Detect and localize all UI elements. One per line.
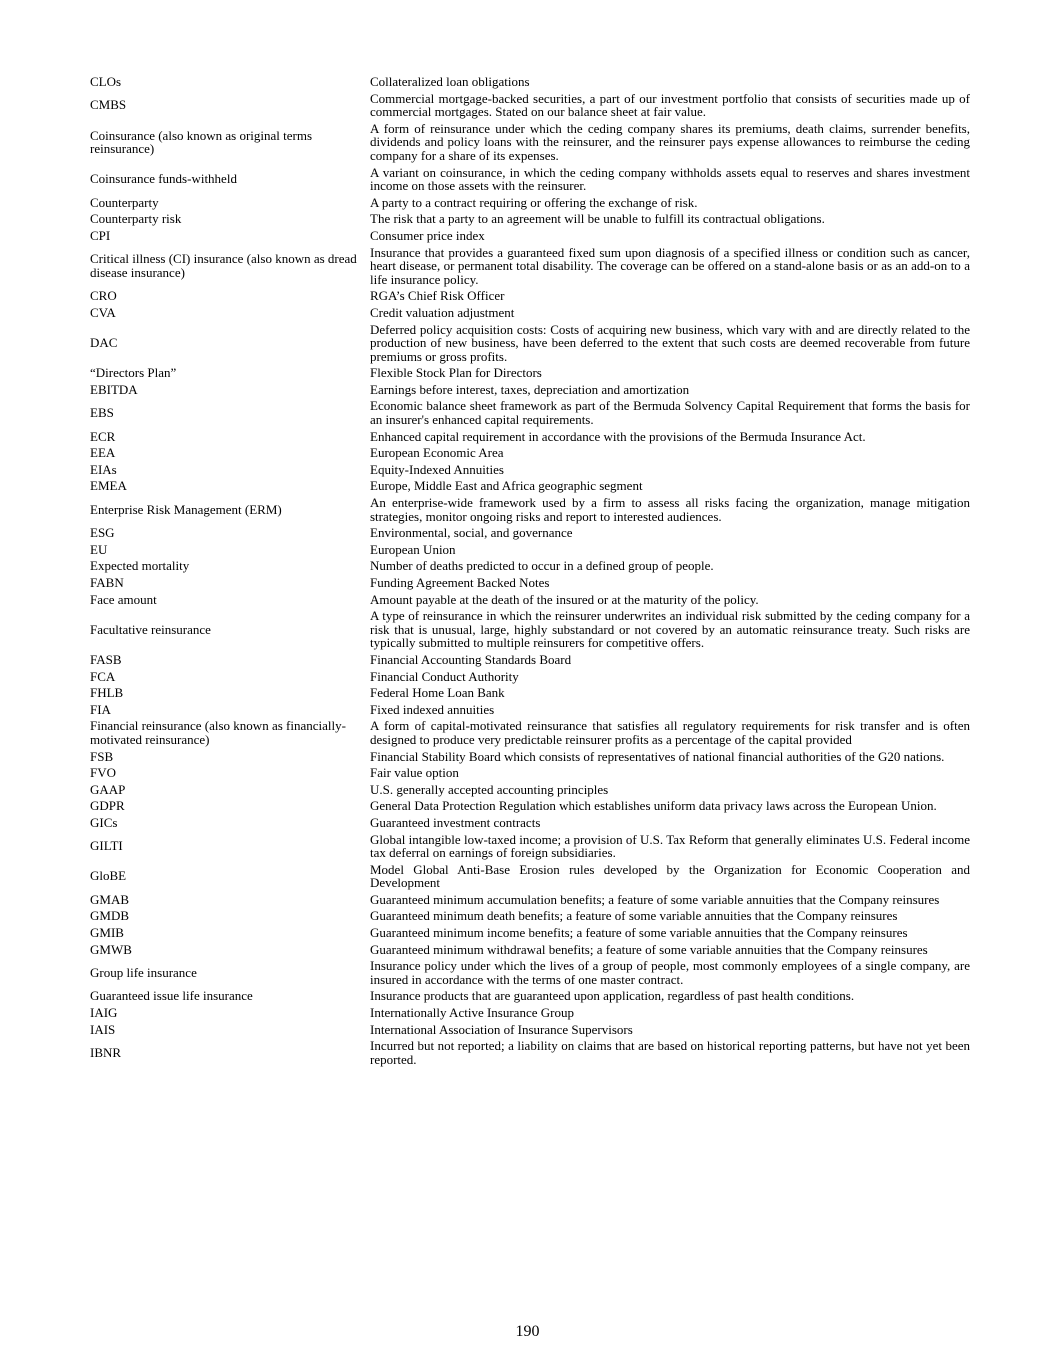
glossary-row	[90, 782, 970, 799]
glossary-row	[90, 365, 970, 382]
glossary-definition: Collateralized loan obligations	[370, 74, 530, 89]
glossary-term: FIA	[90, 701, 111, 717]
glossary-term: EU	[90, 541, 108, 557]
glossary-definition: A party to a contract requiring or offering the exchange of risk.	[370, 194, 698, 210]
glossary-definition: Funding Agreement Backed Notes	[370, 575, 550, 590]
glossary-row	[90, 908, 970, 925]
glossary-definition: Enhanced capital requirement in accordance with the provisions of the Bermuda Insurance Act.	[370, 428, 866, 444]
glossary-term: Facultative reinsurance	[90, 621, 211, 637]
glossary-term: Enterprise Risk Management (ERM)	[90, 501, 282, 517]
glossary-term: EMEA	[90, 478, 127, 494]
glossary-definition: Financial Conduct Authority	[370, 668, 519, 684]
glossary-row	[90, 478, 970, 495]
glossary-term: GMAB	[90, 891, 130, 907]
glossary-definition: Europe, Middle East and Africa geographic segment	[370, 478, 643, 494]
glossary-row	[90, 462, 970, 479]
glossary-term: Counterparty risk	[90, 211, 182, 227]
glossary-row	[90, 525, 970, 542]
glossary-row	[90, 1005, 970, 1022]
glossary-definition: Insurance policy under which the lives of a group of people, most commonly employees of a single company, are insured in accordance with the terms of one master contract.	[370, 958, 970, 987]
glossary-term: Counterparty	[90, 194, 159, 210]
glossary-term: IAIS	[90, 1021, 116, 1037]
glossary-term: Coinsurance (also known as original terms reinsurance)	[90, 127, 313, 157]
glossary-definition: Deferred policy acquisition costs: Costs of acquiring new business, which vary with and are directly related to the production of new business, have been deferred to the extent that such costs are deemed recoverable from future premiums or gross profits.	[370, 321, 970, 364]
glossary-term: CPI	[90, 227, 111, 243]
glossary-definition: European Economic Area	[370, 445, 504, 461]
glossary-term: GMDB	[90, 908, 130, 924]
glossary-definition: Credit valuation adjustment	[370, 304, 515, 320]
glossary-row	[90, 74, 970, 91]
glossary-row	[90, 1022, 970, 1039]
glossary-definition: Insurance products that are guaranteed upon application, regardless of past health conditions.	[370, 988, 855, 1004]
glossary-definition: Guaranteed minimum withdrawal benefits; a feature of some variable annuities that the Company reinsures	[370, 941, 928, 957]
glossary-definition: General Data Protection Regulation which establishes uniform data privacy laws across the European Union.	[370, 798, 937, 814]
glossary-definition: A variant on coinsurance, in which the ceding company withholds assets equal to reserves and shares investment income on those assets with the reinsurer.	[370, 164, 970, 194]
glossary-row	[90, 429, 970, 446]
glossary-row	[90, 862, 970, 892]
glossary-term: ECR	[90, 428, 116, 444]
glossary-definition: Number of deaths predicted to occur in a defined group of people.	[370, 558, 714, 574]
glossary-term: GDPR	[90, 798, 125, 814]
glossary-term: EIAs	[90, 461, 117, 477]
glossary-body	[90, 74, 970, 1068]
glossary-definition: Financial Accounting Standards Board	[370, 651, 572, 667]
glossary-definition: Federal Home Loan Bank	[370, 685, 505, 701]
glossary-term: GMIB	[90, 925, 124, 941]
glossary-row	[90, 988, 970, 1005]
glossary-row	[90, 925, 970, 942]
glossary-term: CMBS	[90, 97, 127, 113]
glossary-definition: Fair value option	[370, 765, 459, 781]
glossary-term: Guaranteed issue life insurance	[90, 988, 253, 1004]
glossary-definition: Commercial mortgage-backed securities, a part of our investment portfolio that consists of securities made up of commercial mortgages. Stated on our balance sheet at fair value.	[370, 90, 970, 120]
glossary-term: CVA	[90, 304, 116, 320]
glossary-row	[90, 542, 970, 559]
glossary-row	[90, 592, 970, 609]
glossary-row	[90, 942, 970, 959]
glossary-definition: A type of reinsurance in which the reinsurer underwrites an individual risk submitted by the ceding company for a risk that is unusual, large, highly substandard or not covered by an automatic reinsurance treaty. Such risks are typically submitted to multiple reinsurers for competitive offers.	[370, 608, 970, 651]
glossary-definition: Fixed indexed annuities	[370, 701, 495, 717]
glossary-definition: Amount payable at the death of the insured or at the maturity of the policy.	[370, 591, 759, 607]
glossary-definition: International Association of Insurance Supervisors	[370, 1021, 633, 1037]
glossary-term: FCA	[90, 668, 116, 684]
glossary-term: GICs	[90, 814, 118, 830]
glossary-definition: Global intangible low-taxed income; a provision of U.S. Tax Reform that generally eliminates U.S. Federal income tax deferral on earnings of foreign subsidiaries.	[370, 831, 970, 861]
glossary-row	[90, 495, 970, 525]
glossary-term: “Directors Plan”	[90, 365, 177, 381]
glossary-row	[90, 685, 970, 702]
glossary-row	[90, 702, 970, 719]
glossary-definition: Economic balance sheet framework as part of the Bermuda Solvency Capital Requirement that forms the basis for an insurer's enhanced capital requirements.	[370, 398, 970, 428]
glossary-row	[90, 749, 970, 766]
glossary-row	[90, 575, 970, 592]
glossary-row	[90, 305, 970, 322]
glossary-term: Critical illness (CI) insurance (also known as dread disease insurance)	[90, 251, 357, 280]
glossary-term: GILTI	[90, 838, 123, 854]
glossary-term: GloBE	[90, 868, 127, 884]
glossary-definition: The risk that a party to an agreement will be unable to fulfill its contractual obligations.	[370, 211, 825, 227]
glossary-term: EBITDA	[90, 381, 138, 397]
glossary-row	[90, 958, 970, 988]
glossary-row	[90, 195, 970, 212]
glossary-term: FHLB	[90, 685, 124, 701]
glossary-term: Coinsurance funds-withheld	[90, 171, 237, 187]
glossary-term: IBNR	[90, 1045, 122, 1061]
glossary-row	[90, 669, 970, 686]
glossary-term: Group life insurance	[90, 965, 197, 981]
glossary-row	[90, 398, 970, 428]
glossary-definition: Guaranteed minimum income benefits; a feature of some variable annuities that the Company reinsures	[370, 925, 908, 941]
glossary-definition: An enterprise-wide framework used by a firm to assess all risks facing the organization, manage mitigation strategies, monitor ongoing risks and report to interested audiences.	[370, 495, 970, 524]
glossary-row	[90, 211, 970, 228]
glossary-definition: Insurance that provides a guaranteed fixed sum upon diagnosis of a specified illness or condition such as cancer, heart disease, or permanent total disability. The coverage can be offered on a stand-alone basis or as an add-on to a life insurance policy.	[370, 244, 970, 287]
glossary-definition: A form of capital-motivated reinsurance that satisfies all regulatory requirements for risk transfer and is often designed to produce very predictable reinsurer profits as a percentage of the capital provided	[370, 718, 970, 747]
glossary-table	[90, 74, 970, 1068]
page-number: 190	[515, 1323, 540, 1340]
glossary-definition: Guaranteed investment contracts	[370, 814, 541, 830]
glossary-definition: Model Global Anti-Base Erosion rules developed by the Organization for Economic Cooperation and Development	[370, 861, 970, 891]
glossary-row	[90, 718, 970, 748]
glossary-term: FASB	[90, 651, 122, 667]
glossary-term: DAC	[90, 335, 118, 351]
glossary-definition: Equity-Indexed Annuities	[370, 461, 504, 477]
glossary-term: Expected mortality	[90, 558, 190, 574]
glossary-term: Face amount	[90, 591, 157, 607]
glossary-row	[90, 288, 970, 305]
glossary-row	[90, 165, 970, 195]
glossary-term: Financial reinsurance (also known as financially-motivated reinsurance)	[90, 718, 346, 747]
glossary-definition: European Union	[370, 541, 456, 557]
glossary-definition: Guaranteed minimum accumulation benefits; a feature of some variable annuities that the Company reinsures	[370, 891, 940, 907]
glossary-row	[90, 832, 970, 862]
glossary-term: CRO	[90, 288, 117, 304]
glossary-row	[90, 815, 970, 832]
glossary-definition: Guaranteed minimum death benefits; a feature of some variable annuities that the Company reinsures	[370, 908, 898, 924]
glossary-definition: Financial Stability Board which consists of representatives of national financial authorities of the G20 nations.	[370, 748, 945, 764]
glossary-row	[90, 765, 970, 782]
glossary-term: CLOs	[90, 74, 122, 89]
glossary-definition: U.S. generally accepted accounting principles	[370, 781, 609, 797]
glossary-row	[90, 445, 970, 462]
glossary-term: ESG	[90, 525, 115, 541]
glossary-term: GAAP	[90, 781, 126, 797]
glossary-row	[90, 798, 970, 815]
glossary-term: EBS	[90, 405, 114, 421]
glossary-row	[90, 558, 970, 575]
glossary-term: FVO	[90, 765, 117, 781]
glossary-term: EEA	[90, 445, 116, 461]
glossary-definition: Flexible Stock Plan for Directors	[370, 365, 542, 381]
glossary-term: GMWB	[90, 941, 132, 957]
glossary-definition: Earnings before interest, taxes, depreciation and amortization	[370, 381, 690, 397]
glossary-row	[90, 228, 970, 245]
glossary-term: FSB	[90, 748, 114, 764]
glossary-row	[90, 608, 970, 652]
glossary-definition: RGA’s Chief Risk Officer	[370, 288, 505, 304]
glossary-row	[90, 121, 970, 165]
glossary-definition: Consumer price index	[370, 227, 485, 243]
glossary-definition: Environmental, social, and governance	[370, 525, 573, 541]
glossary-term: IAIG	[90, 1005, 118, 1021]
glossary-definition: A form of reinsurance under which the ceding company shares its premiums, death claims, surrender benefits, dividends and policy loans with the reinsurer, and the reinsurer pays expense allowances to reimburse the ceding company for a share of its expenses.	[370, 120, 970, 163]
glossary-row	[90, 382, 970, 399]
glossary-row	[90, 1038, 970, 1068]
glossary-row	[90, 245, 970, 289]
glossary-term: FABN	[90, 575, 124, 590]
glossary-definition: Internationally Active Insurance Group	[370, 1005, 574, 1021]
glossary-definition: Incurred but not reported; a liability on claims that are based on historical reporting patterns, but have not yet been reported.	[370, 1038, 970, 1067]
glossary-row	[90, 91, 970, 121]
glossary-row	[90, 652, 970, 669]
glossary-row	[90, 892, 970, 909]
glossary-row	[90, 322, 970, 366]
